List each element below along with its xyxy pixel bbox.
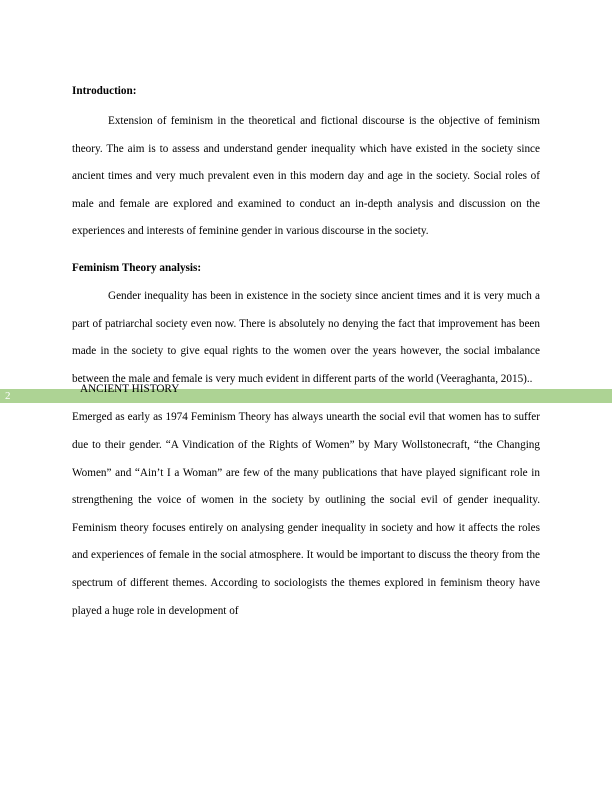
- introduction-paragraph: Extension of feminism in the theoretical and fictional discourse is the objective of feminism theory. The aim is to assess and understand gender inequality which have existed in the society since ancient times and very much prevalent even in this modern day and age in the society. Social roles of male and female are explored and examined to conduct an in-depth analysis and discussion on the experiences and interests of feminine gender in various discourse in the society.: [72, 115, 540, 238]
- page-number: 2: [5, 390, 11, 402]
- feminism-theory-analysis-heading: Feminism Theory analysis:: [72, 261, 202, 274]
- analysis-paragraph-2: Emerged as early as 1974 Feminism Theory has always unearth the social evil that women has to suffer due to their gender. “A Vindication of the Rights of Women” by Mary Wollstonecraft, “the Changing Women” and “Ain’t I a Woman” are few of the many publications that have played significant role in strengthening the voice of women in the society by outlining the social evil of gender inequality. Feminism theory focuses entirely on analysing gender inequality in society and how it affects the roles and experiences of female in the social atmosphere. It would be important to discuss the theory from the spectrum of different themes. According to sociologists the themes explored in feminism theory have played a huge role in development of: [72, 411, 540, 617]
- introduction-heading: Introduction:: [72, 85, 137, 97]
- document-body: [72, 83, 540, 625]
- analysis-paragraph-1: Gender inequality has been in existence in the society since ancient times and it is very much a part of patriarchal society even now. There is absolutely no denying the fact that improvement has been made in the society to give equal rights to the women over the years however, the social imbalance between the male and female is very much evident in different parts of the world (Veeraghanta, 2015)..: [72, 289, 540, 385]
- running-head: ANCIENT HISTORY: [80, 383, 180, 395]
